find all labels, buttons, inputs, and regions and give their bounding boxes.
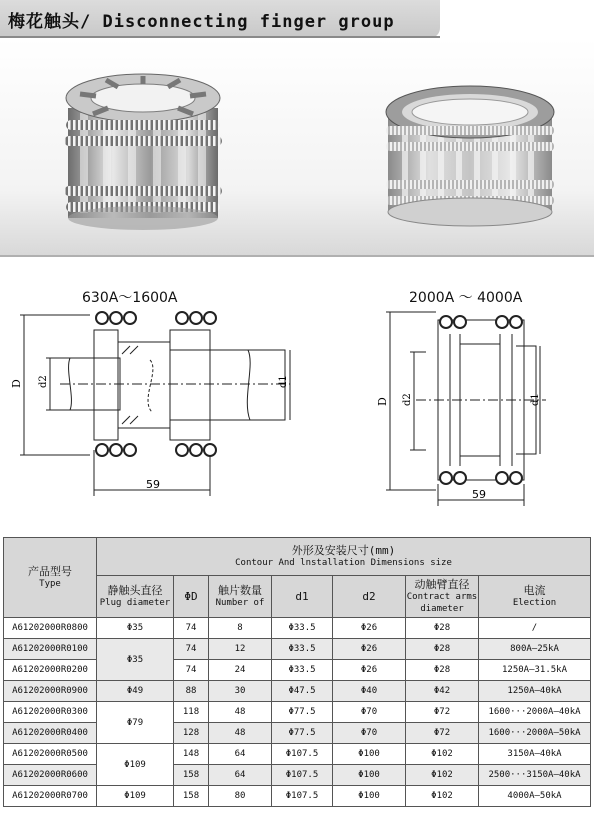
dim-D-left: D xyxy=(10,379,23,388)
table-row: A61202000R0300 Φ79 118 48 Φ77.5 Φ70 Φ72 1600···2000A—40kA xyxy=(4,702,591,723)
finger-group-photo-large xyxy=(382,82,558,232)
table-row: A61202000R0900 Φ49 88 30 Φ47.5 Φ40 Φ42 1250A—40kA xyxy=(4,681,591,702)
finger-group-photo-small xyxy=(58,68,228,238)
col-d1: d1 xyxy=(272,576,333,618)
table-row: A61202000R0800 Φ35 74 8 Φ33.5 Φ26 Φ28 / xyxy=(4,618,591,639)
drawing-right-label: 2000A ～ 4000A xyxy=(409,290,523,306)
dimensions-group-header: 外形及安装尺寸(mm) Contour And lnstallation Dimensions size xyxy=(97,538,591,576)
col-d2: d2 xyxy=(333,576,406,618)
table-row: A61202000R0100 Φ35 74 12 Φ33.5 Φ26 Φ28 800A—25kA xyxy=(4,639,591,660)
page-title: 梅花触头/ Disconnecting finger group xyxy=(8,12,395,32)
dim-59-right: 59 xyxy=(472,488,486,501)
drawing-left-label: 630A～1600A xyxy=(82,290,178,306)
dim-D-right: D xyxy=(376,397,389,406)
col-arm-diameter: 动触臂直径 Contract arms diameter xyxy=(406,576,479,618)
drawing-left xyxy=(10,300,300,500)
table-row: A61202000R0700 Φ109 158 80 Φ107.5 Φ100 Φ102 4000A—50kA xyxy=(4,786,591,807)
col-outer-diameter: ΦD xyxy=(174,576,209,618)
photo-divider xyxy=(0,255,594,257)
col-current: 电流 Election xyxy=(479,576,591,618)
col-type-header: 产品型号 Type xyxy=(4,538,97,618)
table-row: A61202000R0400 128 48 Φ77.5 Φ70 Φ72 1600···2000A—50kA xyxy=(4,723,591,744)
title-band xyxy=(0,0,440,38)
dim-d1-right: d1 xyxy=(530,393,541,406)
dim-d1-left: d1 xyxy=(278,375,289,388)
col-plug-diameter: 静触头直径 Plug diameter xyxy=(97,576,174,618)
drawing-right xyxy=(376,300,556,510)
spec-table xyxy=(3,537,591,807)
table-row: A61202000R0200 74 24 Φ33.5 Φ26 Φ28 1250A—31.5kA xyxy=(4,660,591,681)
col-finger-count: 触片数量 Number of xyxy=(209,576,272,618)
table-row: A61202000R0600 158 64 Φ107.5 Φ100 Φ102 2500···3150A—40kA xyxy=(4,765,591,786)
table-row: A61202000R0500 Φ109 148 64 Φ107.5 Φ100 Φ102 3150A—40kA xyxy=(4,744,591,765)
dim-d2-left: d2 xyxy=(38,375,49,388)
dim-d2-right: d2 xyxy=(402,393,413,406)
dim-59-left: 59 xyxy=(146,478,160,491)
